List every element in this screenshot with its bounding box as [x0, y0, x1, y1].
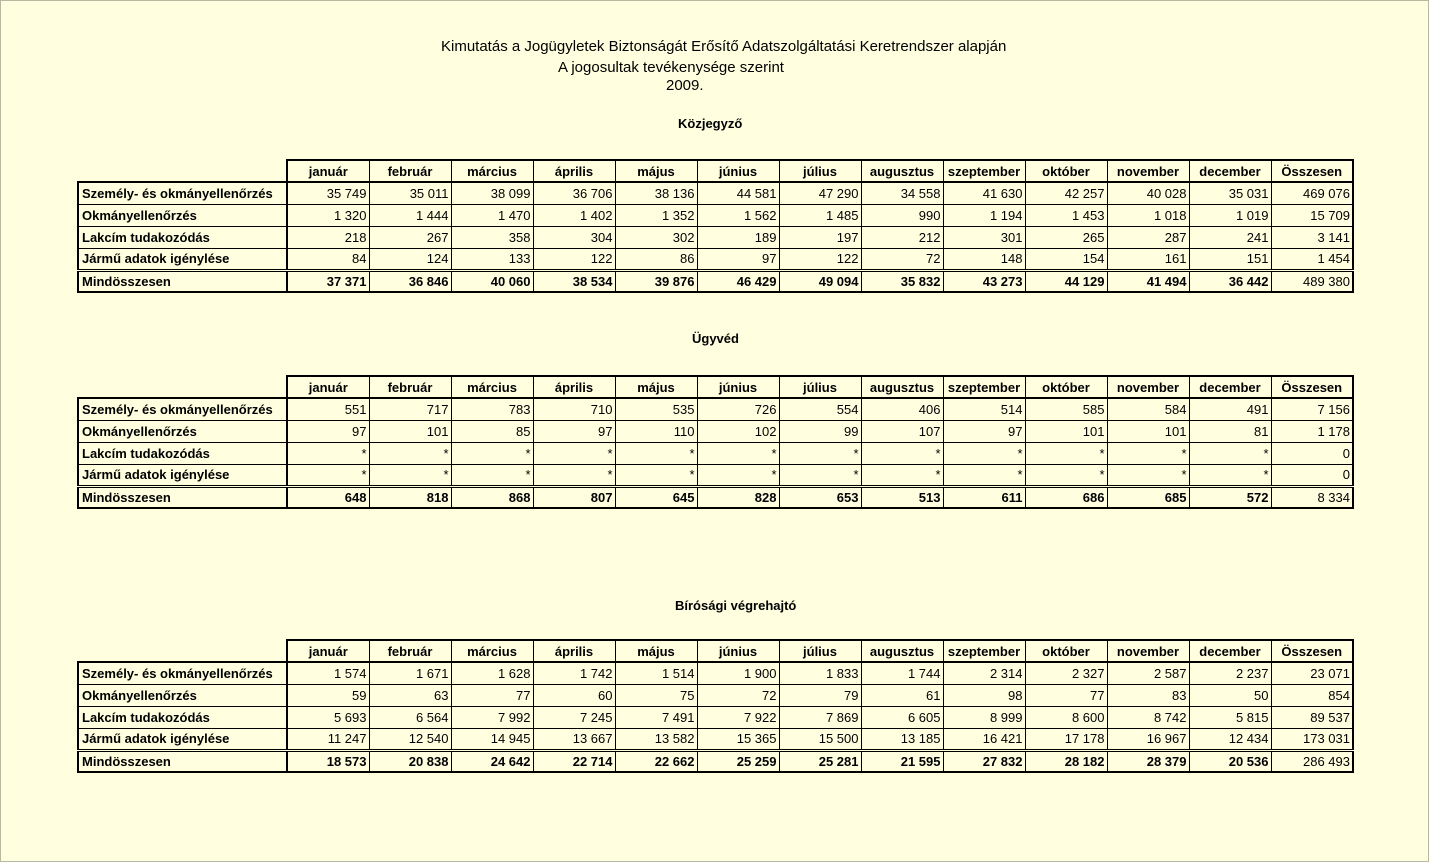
column-header: Összesen	[1271, 640, 1353, 662]
table-cell: 5 815	[1189, 706, 1271, 728]
table-cell: 7 869	[779, 706, 861, 728]
table-cell: 25 259	[697, 750, 779, 772]
table-cell: 102	[697, 420, 779, 442]
column-header: október	[1025, 160, 1107, 182]
row-label: Mindösszesen	[78, 270, 287, 292]
table-cell: 1 742	[533, 662, 615, 684]
table-cell: 287	[1107, 226, 1189, 248]
total-row	[78, 486, 1353, 508]
column-header: február	[369, 640, 451, 662]
table-cell: 828	[697, 486, 779, 508]
table-cell: 3 141	[1271, 226, 1353, 248]
table-cell: *	[943, 442, 1025, 464]
table-cell: 24 642	[451, 750, 533, 772]
table-cell: 38 136	[615, 182, 697, 204]
column-header: december	[1189, 640, 1271, 662]
table-cell: 20 838	[369, 750, 451, 772]
table-cell: 8 600	[1025, 706, 1107, 728]
table-cell: 77	[451, 684, 533, 706]
table-cell: 44 581	[697, 182, 779, 204]
table-header-row	[78, 160, 1353, 182]
table-cell: 72	[697, 684, 779, 706]
table-cell: *	[779, 464, 861, 486]
table-cell: 25 281	[779, 750, 861, 772]
table-cell: 22 714	[533, 750, 615, 772]
table-cell: *	[369, 464, 451, 486]
table-cell: 44 129	[1025, 270, 1107, 292]
row-label: Mindösszesen	[78, 486, 287, 508]
table-cell: 197	[779, 226, 861, 248]
table-cell: 653	[779, 486, 861, 508]
table-cell: 35 749	[287, 182, 369, 204]
table-cell: 489 380	[1271, 270, 1353, 292]
table-cell: 513	[861, 486, 943, 508]
table-cell: 218	[287, 226, 369, 248]
table-cell: 42 257	[1025, 182, 1107, 204]
table-cell: *	[1189, 464, 1271, 486]
table-cell: 101	[1025, 420, 1107, 442]
table-cell: 61	[861, 684, 943, 706]
table-cell: 1 019	[1189, 204, 1271, 226]
table-cell: 16 421	[943, 728, 1025, 750]
table-cell: 122	[779, 248, 861, 270]
column-header: november	[1107, 376, 1189, 398]
table-cell: *	[1107, 464, 1189, 486]
table-cell: 12 434	[1189, 728, 1271, 750]
table-cell: 491	[1189, 398, 1271, 420]
column-header: április	[533, 160, 615, 182]
table-cell: 97	[533, 420, 615, 442]
table-cell: *	[1189, 442, 1271, 464]
table-cell: 148	[943, 248, 1025, 270]
table-cell: 585	[1025, 398, 1107, 420]
row-label: Személy- és okmányellenőrzés	[78, 662, 287, 684]
table-row	[78, 442, 1353, 464]
table-cell: 1 744	[861, 662, 943, 684]
column-header: augusztus	[861, 640, 943, 662]
row-label: Jármű adatok igénylése	[78, 464, 287, 486]
table-cell: *	[287, 442, 369, 464]
column-header: április	[533, 640, 615, 662]
column-header: június	[697, 160, 779, 182]
column-header: május	[615, 160, 697, 182]
data-table	[77, 375, 1354, 509]
table-cell: 38 099	[451, 182, 533, 204]
total-row	[78, 270, 1353, 292]
column-header: október	[1025, 640, 1107, 662]
table-cell: 2 237	[1189, 662, 1271, 684]
data-table	[77, 159, 1354, 293]
table-cell: 686	[1025, 486, 1107, 508]
table-cell: 783	[451, 398, 533, 420]
column-header: január	[287, 376, 369, 398]
table-cell: *	[287, 464, 369, 486]
table-cell: 18 573	[287, 750, 369, 772]
table-cell: 7 922	[697, 706, 779, 728]
table-row	[78, 728, 1353, 750]
table-row	[78, 684, 1353, 706]
table-cell: 304	[533, 226, 615, 248]
row-label: Jármű adatok igénylése	[78, 248, 287, 270]
table-row	[78, 464, 1353, 486]
column-header: december	[1189, 160, 1271, 182]
table-cell: 8 334	[1271, 486, 1353, 508]
table-cell: 28 379	[1107, 750, 1189, 772]
table-cell: 611	[943, 486, 1025, 508]
table-cell: 7 491	[615, 706, 697, 728]
table-cell: 1 320	[287, 204, 369, 226]
table-cell: 854	[1271, 684, 1353, 706]
table-cell: 6 564	[369, 706, 451, 728]
table-cell: 20 536	[1189, 750, 1271, 772]
table-cell: 28 182	[1025, 750, 1107, 772]
total-row	[78, 750, 1353, 772]
column-header: február	[369, 160, 451, 182]
table-cell: 86	[615, 248, 697, 270]
table-cell: 49 094	[779, 270, 861, 292]
column-header: Összesen	[1271, 160, 1353, 182]
table-cell: 267	[369, 226, 451, 248]
table-cell: 0	[1271, 464, 1353, 486]
table-cell: 717	[369, 398, 451, 420]
table-cell: 97	[697, 248, 779, 270]
column-header: szeptember	[943, 160, 1025, 182]
table-cell: 81	[1189, 420, 1271, 442]
column-header: július	[779, 376, 861, 398]
table-cell: 13 667	[533, 728, 615, 750]
column-header: augusztus	[861, 160, 943, 182]
table-cell: 101	[369, 420, 451, 442]
column-header: július	[779, 160, 861, 182]
table-cell: *	[533, 442, 615, 464]
table-row	[78, 204, 1353, 226]
table-cell: 807	[533, 486, 615, 508]
table-cell: 39 876	[615, 270, 697, 292]
table-cell: 189	[697, 226, 779, 248]
table-cell: 212	[861, 226, 943, 248]
header-blank-cell	[78, 376, 287, 398]
table-cell: 79	[779, 684, 861, 706]
table-cell: *	[697, 464, 779, 486]
column-header: május	[615, 376, 697, 398]
table-cell: 21 595	[861, 750, 943, 772]
table-cell: 1 833	[779, 662, 861, 684]
column-header: január	[287, 640, 369, 662]
table-cell: *	[451, 464, 533, 486]
table-cell: 7 245	[533, 706, 615, 728]
row-label: Lakcím tudakozódás	[78, 226, 287, 248]
table-cell: 241	[1189, 226, 1271, 248]
table-cell: 645	[615, 486, 697, 508]
table-cell: *	[697, 442, 779, 464]
table-cell: 34 558	[861, 182, 943, 204]
column-header: szeptember	[943, 640, 1025, 662]
column-header: november	[1107, 640, 1189, 662]
table-cell: 77	[1025, 684, 1107, 706]
table-cell: 46 429	[697, 270, 779, 292]
section-title: Bírósági végrehajtó	[675, 598, 797, 613]
row-label: Mindösszesen	[78, 750, 287, 772]
table-cell: 1 485	[779, 204, 861, 226]
row-label: Lakcím tudakozódás	[78, 706, 287, 728]
table-cell: *	[943, 464, 1025, 486]
table-cell: 301	[943, 226, 1025, 248]
table-cell: 1 514	[615, 662, 697, 684]
table-cell: 50	[1189, 684, 1271, 706]
table-cell: 1 900	[697, 662, 779, 684]
table-row	[78, 420, 1353, 442]
table-cell: 15 365	[697, 728, 779, 750]
column-header: szeptember	[943, 376, 1025, 398]
column-header: március	[451, 160, 533, 182]
row-label: Okmányellenőrzés	[78, 204, 287, 226]
table-row	[78, 248, 1353, 270]
table-cell: 22 662	[615, 750, 697, 772]
table-cell: 551	[287, 398, 369, 420]
table-cell: 572	[1189, 486, 1271, 508]
table-cell: 37 371	[287, 270, 369, 292]
table-cell: 1 018	[1107, 204, 1189, 226]
section-title: Ügyvéd	[692, 331, 739, 346]
table-cell: 97	[287, 420, 369, 442]
table-cell: *	[615, 464, 697, 486]
table-cell: 35 011	[369, 182, 451, 204]
table-cell: 685	[1107, 486, 1189, 508]
table-cell: *	[615, 442, 697, 464]
table-cell: 59	[287, 684, 369, 706]
table-cell: 35 031	[1189, 182, 1271, 204]
table-cell: 173 031	[1271, 728, 1353, 750]
header-blank-cell	[78, 160, 287, 182]
table-cell: *	[861, 464, 943, 486]
report-title: Kimutatás a Jogügyletek Biztonságát Erősítő Adatszolgáltatási Keretrendszer alapján	[441, 38, 1007, 55]
row-label: Jármű adatok igénylése	[78, 728, 287, 750]
table-cell: 1 454	[1271, 248, 1353, 270]
table-cell: 161	[1107, 248, 1189, 270]
table-cell: 43 273	[943, 270, 1025, 292]
table-cell: 47 290	[779, 182, 861, 204]
column-header: március	[451, 376, 533, 398]
table-cell: 648	[287, 486, 369, 508]
column-header: december	[1189, 376, 1271, 398]
table-cell: 13 582	[615, 728, 697, 750]
table-cell: 15 709	[1271, 204, 1353, 226]
table-cell: 302	[615, 226, 697, 248]
table-cell: 99	[779, 420, 861, 442]
table-cell: 1 628	[451, 662, 533, 684]
table-cell: 36 846	[369, 270, 451, 292]
table-cell: 1 671	[369, 662, 451, 684]
table-cell: 63	[369, 684, 451, 706]
column-header: június	[697, 640, 779, 662]
table-row	[78, 706, 1353, 728]
table-cell: 12 540	[369, 728, 451, 750]
table-cell: 35 832	[861, 270, 943, 292]
table-cell: 41 494	[1107, 270, 1189, 292]
table-cell: 1 444	[369, 204, 451, 226]
table-cell: 97	[943, 420, 1025, 442]
table-cell: 1 470	[451, 204, 533, 226]
table-cell: 406	[861, 398, 943, 420]
table-row	[78, 226, 1353, 248]
table-cell: 8 999	[943, 706, 1025, 728]
table-cell: 1 402	[533, 204, 615, 226]
table-cell: 584	[1107, 398, 1189, 420]
row-label: Lakcím tudakozódás	[78, 442, 287, 464]
table-cell: 98	[943, 684, 1025, 706]
row-label: Okmányellenőrzés	[78, 420, 287, 442]
table-cell: 7 992	[451, 706, 533, 728]
table-cell: 1 194	[943, 204, 1025, 226]
report-year: 2009.	[666, 77, 704, 94]
table-cell: 17 178	[1025, 728, 1107, 750]
table-cell: 2 314	[943, 662, 1025, 684]
table-header-row	[78, 376, 1353, 398]
table-cell: 2 327	[1025, 662, 1107, 684]
table-cell: 89 537	[1271, 706, 1353, 728]
table-cell: 14 945	[451, 728, 533, 750]
column-header: november	[1107, 160, 1189, 182]
row-label: Személy- és okmányellenőrzés	[78, 398, 287, 420]
row-label: Okmányellenőrzés	[78, 684, 287, 706]
table-cell: 990	[861, 204, 943, 226]
table-cell: 2 587	[1107, 662, 1189, 684]
table-cell: 286 493	[1271, 750, 1353, 772]
table-cell: *	[779, 442, 861, 464]
table-cell: 36 442	[1189, 270, 1271, 292]
table-cell: 7 156	[1271, 398, 1353, 420]
table-cell: 101	[1107, 420, 1189, 442]
column-header: június	[697, 376, 779, 398]
table-cell: *	[1025, 464, 1107, 486]
table-cell: 83	[1107, 684, 1189, 706]
column-header: február	[369, 376, 451, 398]
table-cell: 818	[369, 486, 451, 508]
table-cell: 75	[615, 684, 697, 706]
table-cell: 535	[615, 398, 697, 420]
table-cell: 85	[451, 420, 533, 442]
table-cell: 11 247	[287, 728, 369, 750]
table-cell: 13 185	[861, 728, 943, 750]
table-cell: 1 453	[1025, 204, 1107, 226]
table-cell: 38 534	[533, 270, 615, 292]
table-cell: 151	[1189, 248, 1271, 270]
column-header: július	[779, 640, 861, 662]
row-label: Személy- és okmányellenőrzés	[78, 182, 287, 204]
table-cell: 1 562	[697, 204, 779, 226]
table-cell: 72	[861, 248, 943, 270]
table-cell: 265	[1025, 226, 1107, 248]
table-cell: 40 028	[1107, 182, 1189, 204]
column-header: augusztus	[861, 376, 943, 398]
table-cell: *	[1025, 442, 1107, 464]
column-header: március	[451, 640, 533, 662]
table-cell: 868	[451, 486, 533, 508]
table-row	[78, 182, 1353, 204]
table-cell: 710	[533, 398, 615, 420]
table-cell: 15 500	[779, 728, 861, 750]
table-cell: 133	[451, 248, 533, 270]
table-cell: 1 352	[615, 204, 697, 226]
column-header: május	[615, 640, 697, 662]
table-cell: *	[1107, 442, 1189, 464]
table-header-row	[78, 640, 1353, 662]
table-cell: 84	[287, 248, 369, 270]
table-cell: *	[369, 442, 451, 464]
header-blank-cell	[78, 640, 287, 662]
table-row	[78, 398, 1353, 420]
table-cell: 40 060	[451, 270, 533, 292]
report-subtitle: A jogosultak tevékenysége szerint	[558, 59, 784, 76]
table-cell: 23 071	[1271, 662, 1353, 684]
table-cell: 6 605	[861, 706, 943, 728]
column-header: április	[533, 376, 615, 398]
data-table	[77, 639, 1354, 773]
column-header: október	[1025, 376, 1107, 398]
table-cell: 726	[697, 398, 779, 420]
table-cell: *	[451, 442, 533, 464]
table-cell: 60	[533, 684, 615, 706]
table-cell: 514	[943, 398, 1025, 420]
table-cell: 8 742	[1107, 706, 1189, 728]
table-cell: 124	[369, 248, 451, 270]
table-cell: *	[861, 442, 943, 464]
column-header: Összesen	[1271, 376, 1353, 398]
table-cell: 1 574	[287, 662, 369, 684]
table-cell: *	[533, 464, 615, 486]
column-header: január	[287, 160, 369, 182]
table-cell: 36 706	[533, 182, 615, 204]
table-cell: 41 630	[943, 182, 1025, 204]
table-cell: 358	[451, 226, 533, 248]
table-cell: 0	[1271, 442, 1353, 464]
table-cell: 5 693	[287, 706, 369, 728]
table-cell: 107	[861, 420, 943, 442]
table-row	[78, 662, 1353, 684]
table-cell: 154	[1025, 248, 1107, 270]
table-cell: 122	[533, 248, 615, 270]
table-cell: 16 967	[1107, 728, 1189, 750]
table-cell: 554	[779, 398, 861, 420]
table-cell: 110	[615, 420, 697, 442]
table-cell: 27 832	[943, 750, 1025, 772]
section-title: Közjegyző	[678, 116, 743, 131]
table-cell: 469 076	[1271, 182, 1353, 204]
table-cell: 1 178	[1271, 420, 1353, 442]
